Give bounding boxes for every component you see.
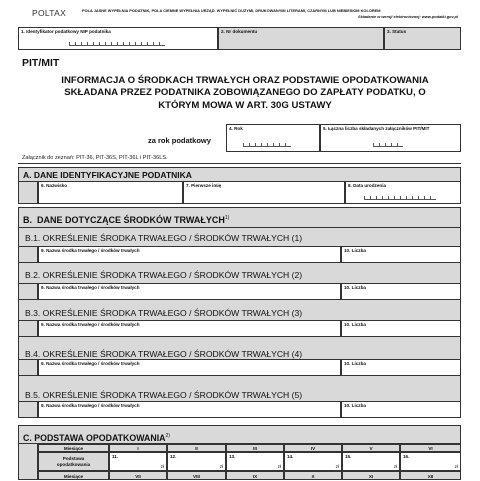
section-c-header [18,425,461,444]
b3-name-field[interactable] [38,320,341,337]
attachment-to-note: Załącznik do zeznań: PIT-36, PIT-36S, PIT-36L i PIT-36LS. [22,155,168,161]
base-field-13-label: 13. [229,454,236,459]
birth-date-ticks [364,196,436,200]
base-field-16[interactable] [400,452,461,471]
base-field-12-label: 12. [170,454,177,459]
base-label-line2: opodatkowania [56,461,91,467]
b5-title: B.5. OKREŚLENIE ŚRODKA TRWAŁEGO / ŚRODKÓW TRWAŁYCH (5) [25,390,303,400]
first-name-field[interactable] [183,182,345,204]
b4-header [18,337,461,359]
section-b-title: DANE DOTYCZĄCE ŚRODKÓW TRWAŁYCH [37,215,225,225]
brand-logo: POLTAX [32,8,67,18]
month-iii: III [226,444,284,452]
b3-count-field[interactable] [341,320,461,337]
b4-name-label: 9. Nazwa środka trwałego / środków trwałych [41,361,140,366]
b3-count-label: 10. Liczba [344,322,366,327]
b4-title: B.4. OKREŚLENIE ŚRODKA TRWAŁEGO / ŚRODKÓW TRWAŁYCH (4) [25,349,303,359]
currency-label: zł [277,464,281,469]
month-x: X [284,471,342,480]
b2-name-label: 9. Nazwa środka trwałego / środków trwałych [41,285,140,290]
section-c-footnote: 2) [165,433,170,439]
month-vii: VII [109,471,167,480]
month-i: I [109,444,167,452]
b2-count-field[interactable] [341,283,461,300]
document-number-field [218,27,384,50]
base-field-16-label: 16. [403,454,410,459]
base-field-13[interactable] [226,452,284,471]
b1-count-label: 10. Liczba [344,248,366,253]
b4-count-label: 10. Liczba [344,361,366,366]
form-title: INFORMACJA O ŚRODKACH TRWAŁYCH ORAZ PODSTAWIE OPODATKOWANIA SKŁADANA PRZEZ PODATNIKA ZOBOWIĄZANEGO DO ZAPŁATY PODATKU, O KTÓRYM MOWA W ART. 30G USTAWY [61,75,429,111]
nip-ticks [69,42,165,46]
b5-name-field[interactable] [38,401,341,418]
currency-label: zł [454,464,458,469]
month-iv: IV [284,444,342,452]
nip-field[interactable] [18,27,218,50]
birth-date-field[interactable] [345,182,461,204]
b1-count-field[interactable] [341,246,461,263]
month-ix: IX [226,471,284,480]
b1-title: B.1. OKREŚLENIE ŚRODKA TRWAŁEGO / ŚRODKÓW TRWAŁYCH (1) [25,233,303,243]
b4-name-field[interactable] [38,359,341,376]
b2-count-label: 10. Liczba [344,285,366,290]
section-a-header [18,167,461,182]
base-field-12[interactable] [167,452,226,471]
tax-year-caption: za rok podatkowy [148,136,211,145]
currency-label: zł [335,464,339,469]
status-label: 3. Status [387,29,407,34]
base-field-11-label: 11. [112,454,119,459]
b1-header [18,228,461,246]
b5-header [18,376,461,401]
status-field [384,27,461,50]
nip-label: 1. Identyfikator podatkowy NIP podatnika [21,29,111,34]
surname-label: 6. Nazwisko [41,183,68,188]
b5-count-field[interactable] [341,401,461,418]
section-b-letter: B [23,215,30,225]
section-b-footnote: 1) [224,215,230,221]
tax-year-label: 4. Rok [229,126,243,131]
document-number-label: 2. Nr dokumentu [221,29,258,34]
first-name-label: 7. Pierwsze imię [186,183,222,188]
currency-label: zł [219,464,223,469]
form-code: PIT/MIT [22,57,60,69]
b2-header [18,263,461,283]
month-viii: VIII [167,471,226,480]
b5-count-label: 10. Liczba [344,403,366,408]
attachments-ticks [373,143,403,147]
base-field-15-label: 15. [345,454,352,459]
months-header-2: Miesiące [38,471,109,480]
tax-year-field[interactable] [226,124,320,152]
currency-label: zł [393,464,397,469]
b2-name-field[interactable] [38,283,341,300]
b2-title: B.2. OKREŚLENIE ŚRODKA TRWAŁEGO / ŚRODKÓW TRWAŁYCH (2) [25,270,303,280]
section-b-header: B. DANE DOTYCZĄCE ŚRODKÓW TRWAŁYCH$^{1)}$ [18,207,461,228]
b4-count-field[interactable] [341,359,461,376]
b1-name-field[interactable] [38,246,341,263]
base-label-line1: Podstawa [62,456,85,461]
base-field-15[interactable] [342,452,400,471]
month-xii: XII [400,471,461,480]
header-electronic-note: Składanie w wersji elektronicznej: www.podatki.gov.pl [358,14,458,19]
b4-indent [18,359,38,376]
b1-name-label: 9. Nazwa środka trwałego / środków trwałych [41,248,140,253]
section-c-title: C. PODSTAWA OPODATKOWANIA [23,432,166,443]
b5-indent [18,401,38,418]
b3-title: B.3. OKREŚLENIE ŚRODKA TRWAŁEGO / ŚRODKÓW TRWAŁYCH (3) [25,308,303,318]
base-field-11[interactable] [109,452,167,471]
month-xi: XI [342,471,400,480]
base-field-14-label: 14. [287,454,294,459]
currency-label: zł [160,464,164,469]
b3-indent [18,320,38,337]
tax-year-ticks [243,143,291,147]
birth-date-label: 8. Data urodzenia [348,183,387,188]
b2-indent [18,283,38,300]
header-instruction: POLA JASNE WYPEŁNIA PODATNIK, POLA CIEMNE WYPEŁNIA URZĄD. WYPEŁNIĆ DUŻYMI, DRUKOWANYMI LITERAMI, CZARNYM LUB NIEBIESKIM KOLOREM [82,8,381,13]
months-header-1: Miesiące [38,444,109,452]
surname-field[interactable] [38,182,183,204]
section-a-indent [18,182,38,204]
b3-header [18,300,461,320]
section-a-title: A. DANE IDENTYFIKACYJNE PODATNIKA [23,170,192,180]
month-ii: II [167,444,226,452]
month-vi: VI [400,444,461,452]
b1-indent [18,246,38,263]
base-label [38,452,109,471]
base-field-14[interactable] [284,452,342,471]
attachments-count-field[interactable] [320,124,461,152]
b3-name-label: 9. Nazwa środka trwałego / środków trwałych [41,322,140,327]
b5-name-label: 9. Nazwa środka trwałego / środków trwałych [41,403,140,408]
attachments-count-label: 5. Łączna liczba składanych załączników PIT/MIT [323,126,430,131]
section-c-indent [18,444,38,480]
month-v: V [342,444,400,452]
